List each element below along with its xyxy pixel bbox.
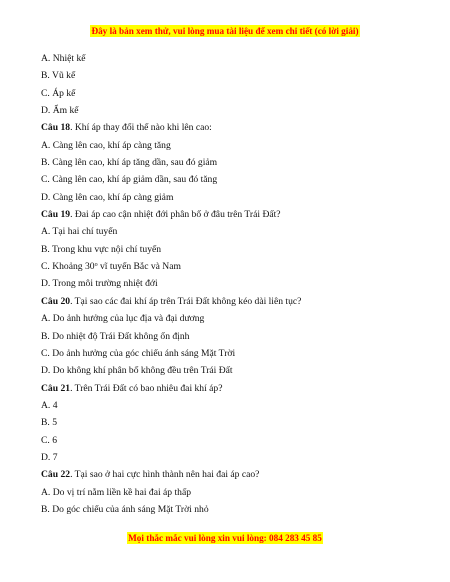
option-text: D. Càng lên cao, khí áp càng giảm	[41, 191, 174, 203]
question-number: Câu 21	[41, 382, 71, 394]
answer-option	[41, 223, 420, 240]
preview-notice-text: Đây là bản xem thử, vui lòng mua tài liệu để xem chi tiết (có lời giải)	[91, 26, 359, 36]
option-text: A. Tại hai chí tuyến	[41, 226, 118, 238]
option-text: B. 5	[41, 417, 57, 429]
option-text-continued: vĩ tuyến Bắc và Nam	[97, 261, 181, 273]
option-text: B. Do góc chiếu của ánh sáng Mặt Trời nhỏ	[41, 503, 209, 515]
question-line	[41, 119, 420, 136]
question-number: Câu 19	[41, 209, 71, 221]
question-line	[41, 293, 420, 310]
option-text: B. Càng lên cao, khí áp tăng dần, sau đó giảm	[41, 157, 218, 169]
degree-superscript: o	[94, 262, 98, 269]
option-text: D. Ẩm kế	[41, 105, 79, 117]
answer-option	[41, 241, 420, 258]
preview-notice-banner	[0, 25, 450, 38]
answer-option	[41, 484, 420, 501]
option-text: C. Khoảng 30	[41, 261, 95, 273]
option-text: A. Càng lên cao, khí áp càng tăng	[41, 139, 171, 151]
answer-option	[41, 171, 420, 188]
option-text: B. Do nhiệt độ Trái Đất không ổn định	[41, 330, 190, 342]
question-line	[41, 466, 420, 483]
option-text: A. 4	[41, 399, 58, 411]
answer-option	[41, 345, 420, 362]
answer-option	[41, 102, 420, 119]
answer-option	[41, 275, 420, 292]
option-text: D. 7	[41, 451, 58, 463]
option-text: B. Trong khu vực nội chí tuyến	[41, 243, 162, 255]
option-text: D. Do không khí phân bố không đều trên Trái Đất	[41, 365, 233, 377]
question-number: Câu 22	[41, 469, 71, 481]
answer-option	[41, 189, 420, 206]
question-number: Câu 18	[41, 122, 71, 134]
answer-option	[41, 67, 420, 84]
answer-option	[41, 258, 420, 275]
option-text: D. Trong môi trường nhiệt đới	[41, 278, 158, 290]
option-text: C. Do ảnh hưởng của góc chiếu ánh sáng Mặt Trời	[41, 347, 236, 359]
question-text: . Khí áp thay đổi thế nào khi lên cao:	[70, 122, 212, 134]
option-text: B. Vũ kế	[41, 70, 76, 82]
option-text: C. Áp kế	[41, 87, 76, 99]
answer-option	[41, 328, 420, 345]
answer-option	[41, 85, 420, 102]
answer-option	[41, 501, 420, 518]
option-text: A. Nhiệt kế	[41, 53, 86, 64]
answer-option	[41, 362, 420, 379]
option-text: C. 6	[41, 434, 57, 446]
answer-option	[41, 449, 420, 466]
question-number: Câu 20	[41, 295, 71, 307]
question-line	[41, 206, 420, 223]
question-text: . Tại sao các đai khí áp trên Trái Đất không kéo dài liên tục?	[70, 295, 302, 307]
answer-option	[41, 137, 420, 154]
answer-option	[41, 414, 420, 431]
question-text: . Trên Trái Đất có bao nhiêu đai khí áp?	[70, 382, 223, 394]
answer-option	[41, 50, 420, 67]
document-body	[41, 50, 420, 518]
answer-option	[41, 154, 420, 171]
option-text: A. Do vị trí nằm liền kề hai đai áp thấp	[41, 486, 191, 498]
question-text: . Đai áp cao cận nhiệt đới phân bố ở đâu trên Trái Đất?	[70, 209, 281, 221]
contact-notice-text: Mọi thắc mắc vui lòng xin vui lòng: 084 283 45 85	[128, 533, 322, 543]
contact-notice-banner	[0, 532, 450, 545]
answer-option	[41, 432, 420, 449]
answer-option	[41, 397, 420, 414]
option-text: A. Do ảnh hưởng của lục địa và đại dương	[41, 313, 205, 325]
option-text: C. Càng lên cao, khí áp giảm dần, sau đó tăng	[41, 174, 218, 186]
answer-option	[41, 310, 420, 327]
question-line	[41, 380, 420, 397]
question-text: . Tại sao ở hai cực hình thành nên hai đai áp cao?	[70, 469, 260, 481]
